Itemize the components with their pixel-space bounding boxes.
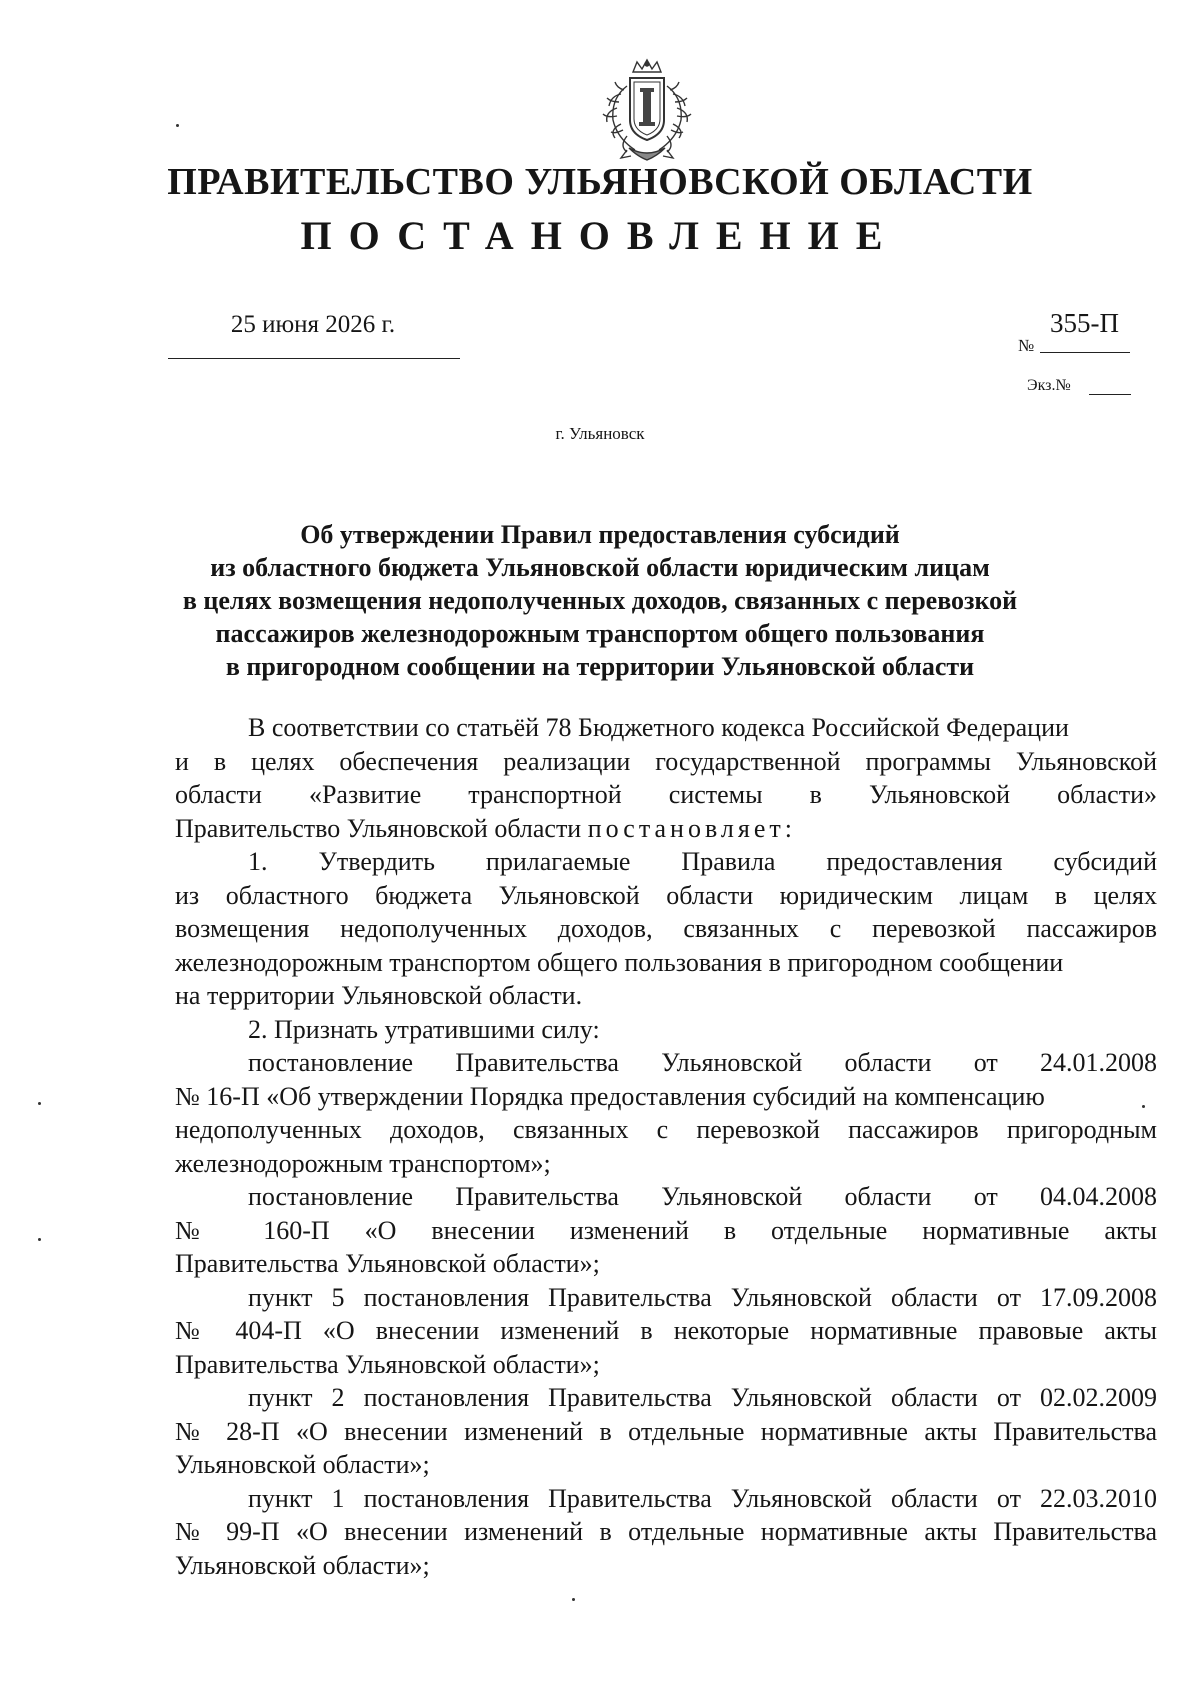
repealed-act-line: Ульяновской области»; — [175, 1550, 430, 1580]
scan-speck — [38, 1102, 41, 1105]
preamble-line: Правительство Ульяновской области — [175, 813, 588, 843]
repealed-act-line: № 160-П «О внесении изменений в отдельные нормативные акты — [175, 1215, 1157, 1245]
scan-speck — [38, 1238, 41, 1241]
repealed-act-line: пункт 5 постановления Правительства Ульяновской области от 17.09.2008 — [248, 1282, 1157, 1312]
document-title — [150, 518, 1050, 683]
copy-number-underline — [1089, 394, 1131, 395]
repealed-act-line: постановление Правительства Ульяновской области от 04.04.2008 — [248, 1182, 1157, 1211]
title-line: в пригородном сообщении на территории Ульяновской области — [225, 652, 975, 681]
repealed-act-line: недополученных доходов, связанных с перевозкой пассажиров пригородным — [175, 1115, 1157, 1144]
item2-heading: 2. Признать утратившими силу: — [248, 1014, 600, 1044]
government-heading: ПРАВИТЕЛЬСТВО УЛЬЯНОВСКОЙ ОБЛАСТИ — [167, 161, 1033, 203]
preamble-line-with-decree — [175, 812, 1157, 846]
repealed-act-line: постановление Правительства Ульяновской области от 24.01.2008 — [248, 1048, 1157, 1077]
city-name: г. Ульяновск — [555, 424, 645, 443]
preamble-line: и в целях обеспечения реализации государственной программы Ульяновской — [175, 746, 1157, 776]
item1-line: железнодорожным транспортом общего пользования в пригородном сообщении — [175, 947, 1064, 977]
preamble-line: области «Развитие транспортной системы в Ульяновской области» — [175, 780, 1157, 809]
scan-speck — [572, 1598, 575, 1601]
item1-line: возмещения недополученных доходов, связанных с перевозкой пассажиров — [175, 914, 1157, 943]
document-date: 25 июня 2026 г. — [230, 311, 396, 338]
coat-of-arms-emblem — [597, 58, 697, 168]
repealed-act-line: Правительства Ульяновской области»; — [175, 1349, 600, 1379]
item1-line: из областного бюджета Ульяновской области юридическим лицам в целях — [175, 880, 1157, 910]
repealed-act-line: пункт 2 постановления Правительства Ульяновской области от 02.02.2009 — [248, 1383, 1157, 1412]
item1-line: 1. Утвердить прилагаемые Правила предоставления субсидий — [248, 847, 1157, 876]
decree-word: постановляет: — [587, 813, 796, 843]
scan-speck — [176, 124, 179, 127]
repealed-act-line: Ульяновской области»; — [175, 1450, 430, 1479]
date-underline — [168, 358, 460, 359]
document-type-heading: ПОСТАНОВЛЕНИЕ — [300, 213, 900, 258]
repealed-act-line: железнодорожным транспортом»; — [175, 1148, 551, 1178]
document-body — [175, 711, 1157, 1582]
number-underline — [1040, 352, 1130, 353]
repealed-act-line: Правительства Ульяновской области»; — [175, 1249, 600, 1278]
repealed-act-line: № 404-П «О внесении изменений в некоторые нормативные правовые акты — [175, 1316, 1157, 1345]
preamble-line: В соответствии со статьёй 78 Бюджетного кодекса Российской Федерации — [248, 713, 1069, 742]
document-number: 355-П — [1050, 308, 1119, 338]
title-line: Об утверждении Правил предоставления субсидий — [300, 520, 900, 549]
repealed-act-line: пункт 1 постановления Правительства Ульяновской области от 22.03.2010 — [248, 1483, 1157, 1513]
title-line: пассажиров железнодорожным транспортом общего пользования — [215, 619, 985, 648]
repealed-act-line: № 16-П «Об утверждении Порядка предоставления субсидий на компенсацию — [175, 1081, 1045, 1111]
title-line: из областного бюджета Ульяновской области юридическим лицам — [210, 553, 990, 582]
title-line: в целях возмещения недополученных доходов, связанных с перевозкой — [182, 586, 1018, 615]
copy-number-label: Экз.№ — [1027, 377, 1071, 394]
repealed-act-line: № 99-П «О внесении изменений в отдельные нормативные акты Правительства — [175, 1517, 1157, 1546]
repealed-act-line: № 28-П «О внесении изменений в отдельные нормативные акты Правительства — [175, 1416, 1157, 1446]
item1-line: на территории Ульяновской области. — [175, 981, 583, 1010]
number-sign: № — [1018, 336, 1035, 355]
